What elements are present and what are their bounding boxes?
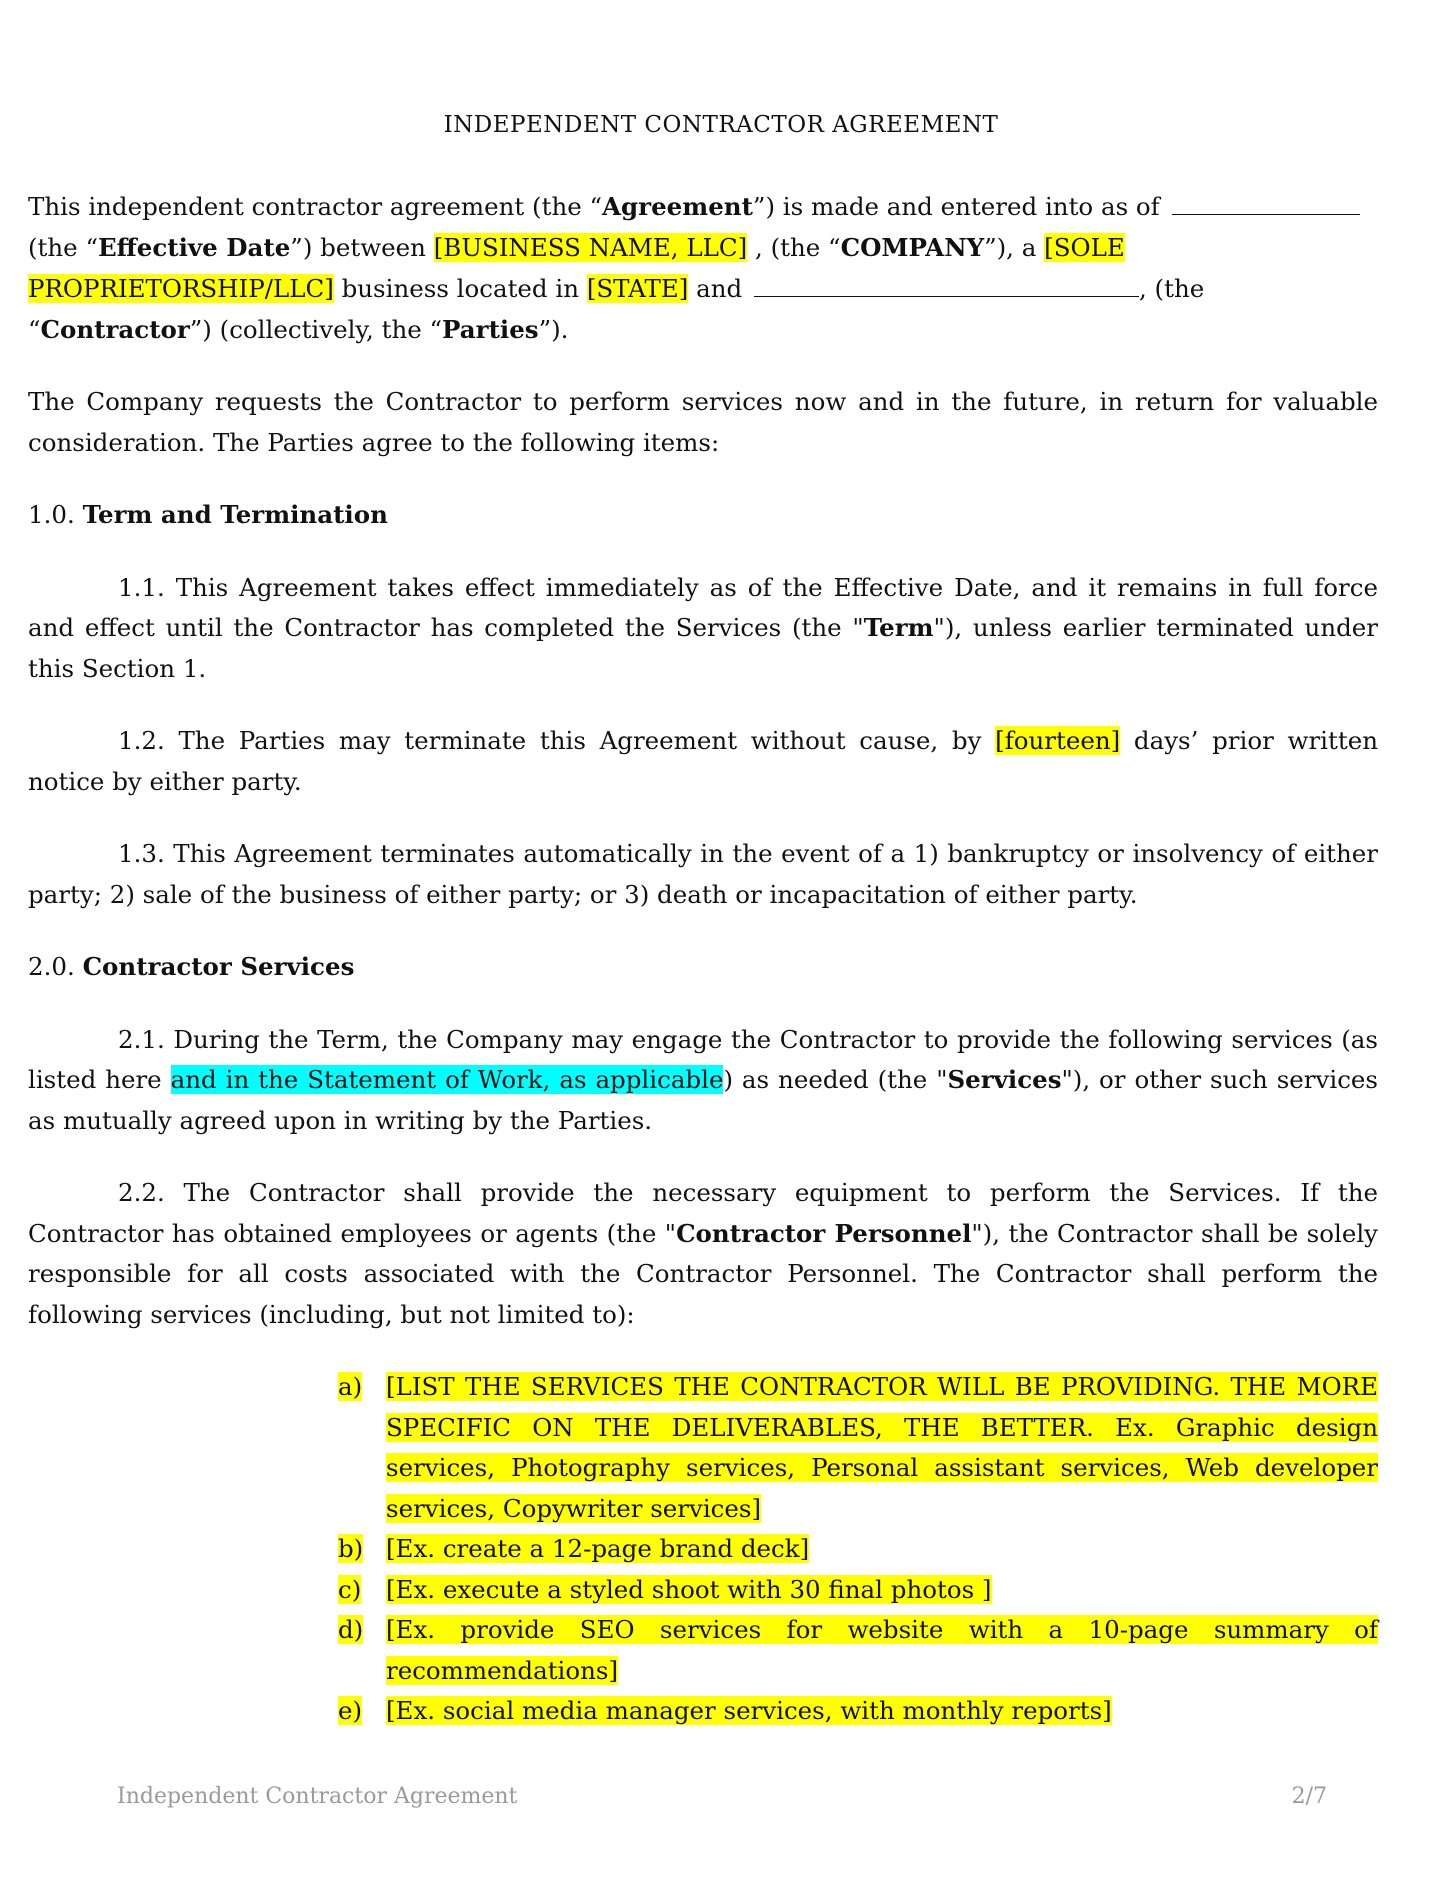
document-title: INDEPENDENT CONTRACTOR AGREEMENT [443, 112, 999, 138]
intro-text: “ [28, 314, 41, 344]
list-item [338, 1367, 1378, 1529]
intro-text: This independent contractor agreement (the “ [28, 192, 603, 221]
list-marker: e) [338, 1696, 363, 1725]
clause-2-2 [28, 1173, 1378, 1335]
effective-date-blank [1172, 186, 1360, 215]
contractor-personnel-term: Contractor Personnel [676, 1218, 972, 1248]
section-title: Term and Termination [82, 500, 388, 529]
list-marker: d) [338, 1615, 364, 1644]
list-item [338, 1610, 1378, 1691]
intro-text: ”) between [290, 232, 426, 262]
intro-text: business located in [341, 274, 580, 303]
intro-text: ”) is made and entered into as of [752, 192, 1160, 221]
list-item [338, 1529, 1378, 1570]
effective-date-term: Effective Date [98, 232, 291, 262]
intro-text: ”). [538, 314, 569, 344]
statement-of-work-highlight: and in the Statement of Work, as applicable [170, 1065, 724, 1094]
services-list [338, 1367, 1378, 1732]
list-item [338, 1570, 1378, 1611]
section-2-heading [28, 947, 1378, 988]
contractor-term: Contractor [40, 314, 190, 344]
agreement-term: Agreement [602, 192, 753, 221]
intro-text: , (the “ [755, 232, 841, 262]
list-marker: b) [338, 1534, 364, 1563]
clause-1-1 [28, 568, 1378, 690]
list-item [338, 1691, 1378, 1732]
clause-text: ) as needed (the " [723, 1065, 948, 1094]
clause-text: 2.1. During the Term, the Company may engage the Contractor to provide the following services (as listed here [28, 1024, 1378, 1094]
term-defined: Term [863, 613, 934, 642]
page-number: 2/7 [1291, 1784, 1327, 1809]
service-placeholder: [Ex. create a 12-page brand deck] [386, 1534, 810, 1563]
list-marker: a) [338, 1372, 363, 1401]
intro-text: , (the [1138, 274, 1205, 303]
state-placeholder: [STATE] [586, 274, 689, 303]
parties-term: Parties [442, 314, 539, 344]
entity-type-placeholder: [SOLE PROPRIETORSHIP/LLC] [28, 232, 1125, 303]
company-term: COMPANY [840, 232, 985, 262]
service-placeholder: [Ex. execute a styled shoot with 30 final photos ] [386, 1574, 992, 1604]
intro-text: ”), a [984, 232, 1037, 262]
contractor-name-blank [754, 268, 1139, 297]
section-title: Contractor Services [82, 952, 355, 981]
clause-text: 1.2. The Parties may terminate this Agreement without cause, by [118, 726, 982, 755]
intro-paragraph [28, 186, 1378, 350]
footer-label: Independent Contractor Agreement [117, 1784, 518, 1809]
clause-1-3: 1.3. This Agreement terminates automatically in the event of a 1) bankruptcy or insolvency of either party; 2) sale of the business of either party; or 3) death or incapacitation of either party. [28, 839, 1378, 909]
clause-text: "), the Contractor shall be solely responsible for all costs associated with the Contractor Personnel. The Contractor shall perform the following services (including, but not limited to): [28, 1218, 1378, 1329]
recital-paragraph: The Company requests the Contractor to perform services now and in the future, in return for valuable consideration. The Parties agree to the following items: [28, 387, 1378, 457]
clause-text: 2.2. The Contractor shall provide the necessary equipment to perform the Services. If the Contractor has obtained employees or agents (the " [28, 1178, 1378, 1248]
clause-text: "), unless earlier terminated under this Section 1. [28, 613, 1378, 683]
list-marker: c) [338, 1574, 362, 1604]
clause-2-1 [28, 1020, 1378, 1142]
clause-text: "), or other such services as mutually agreed upon in writing by the Parties. [28, 1065, 1378, 1135]
service-placeholder: [LIST THE SERVICES THE CONTRACTOR WILL BE PROVIDING. THE MORE SPECIFIC ON THE DELIVERABLES, THE BETTER. Ex. Graphic design services, Photography services, Personal assistant services, Web developer services, Copywriter services] [386, 1372, 1378, 1523]
intro-text: ”) (collectively, the “ [189, 314, 443, 344]
document-body [28, 186, 1378, 1732]
section-number: 2.0. [28, 952, 75, 981]
business-name-placeholder: [BUSINESS NAME, LLC] [433, 232, 748, 262]
intro-text: (the “ [28, 232, 98, 262]
clause-text: 1.1. This Agreement takes effect immediately as of the Effective Date, and it remains in full force and effect until the Contractor has completed the Services (the " [28, 572, 1378, 642]
section-1-heading [28, 495, 1378, 536]
clause-1-2 [28, 721, 1378, 802]
service-placeholder: [Ex. provide SEO services for website with a 10-page summary of recommendations] [386, 1615, 1378, 1685]
page-footer [117, 1784, 1327, 1809]
section-number: 1.0. [28, 500, 75, 529]
notice-days-placeholder: [fourteen] [995, 726, 1121, 755]
intro-text: and [696, 274, 743, 303]
service-placeholder: [Ex. social media manager services, with monthly reports] [386, 1696, 1112, 1725]
services-term: Services [947, 1065, 1062, 1094]
clause-text: days’ prior written notice by either party. [28, 726, 1378, 796]
